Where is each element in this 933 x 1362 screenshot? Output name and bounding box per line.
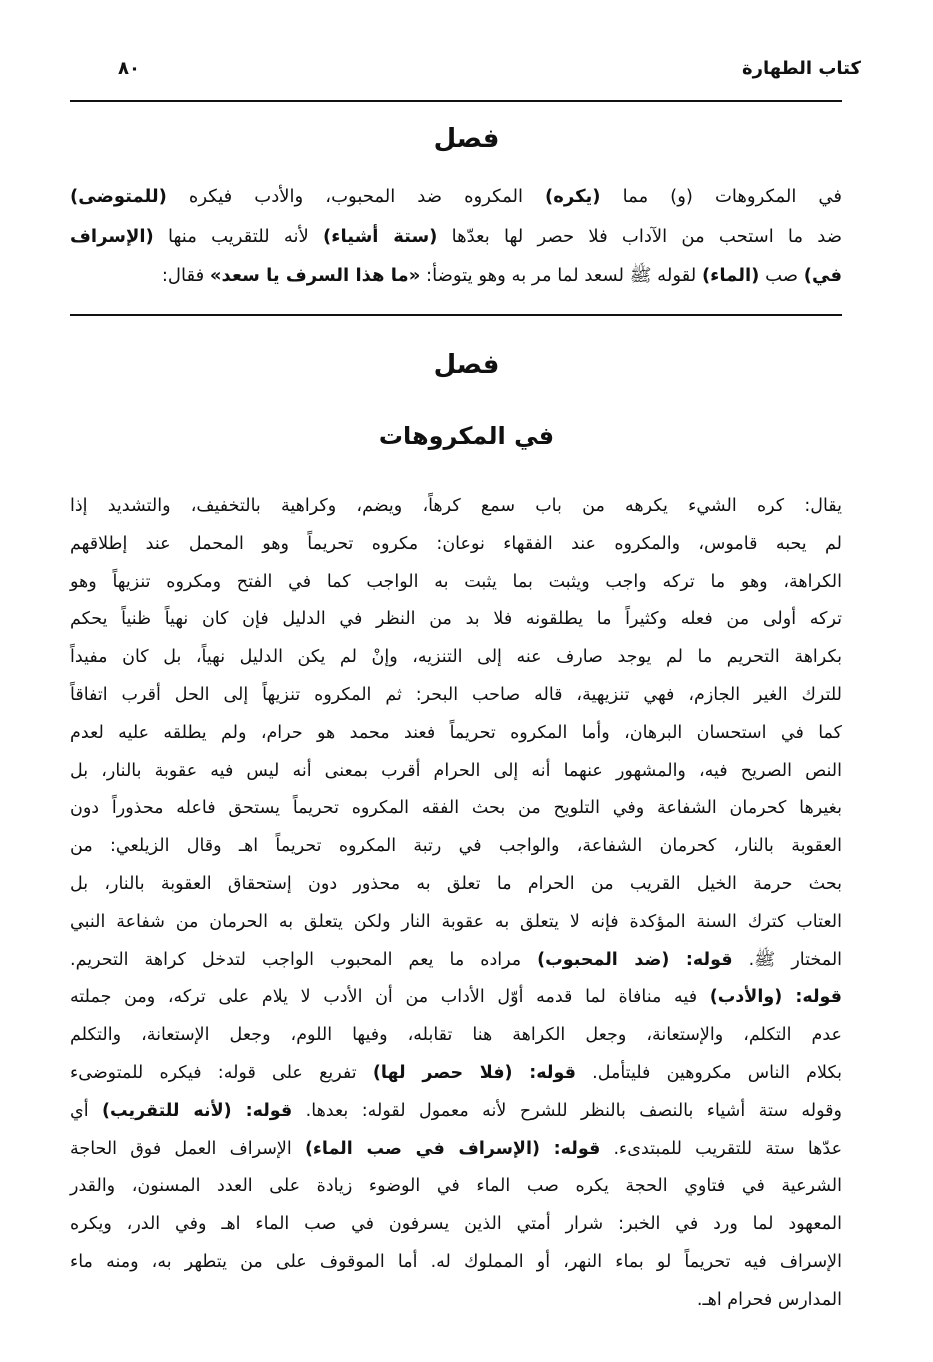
text-line xyxy=(70,753,842,791)
bold-text-segment: «ما هذا السرف يا سعد» xyxy=(209,265,421,286)
bold-text-segment: قوله: (الإسراف في صب الماء) xyxy=(304,1138,601,1159)
text-segment: بغيرها كحرمان الشفاعة وفي التلويح من بحث الفقه المكروه تحريماً يستحق فاعله محذوراً دون xyxy=(70,798,842,819)
bold-text-segment: (الماء) xyxy=(701,265,760,286)
text-line xyxy=(70,828,842,866)
text-segment: المختار ﷺ. xyxy=(732,949,843,970)
text-segment: العتاب كترك السنة المؤكدة فإنه لا يتعلق به عقوبة النار ولكن يتعلق به الحرمان من شفاعة النبي xyxy=(70,911,842,932)
text-line xyxy=(70,1244,842,1282)
section-heading: فصل xyxy=(433,124,500,154)
bold-text-segment: قوله: (والأدب) xyxy=(709,987,842,1008)
text-line xyxy=(70,217,842,257)
text-segment: فقال: xyxy=(161,265,210,286)
text-line xyxy=(70,639,842,677)
text-segment: الإسراف العمل فوق الحاجة xyxy=(70,1138,305,1159)
text-line xyxy=(70,177,842,217)
text-segment: عدم التكلم، والإستعانة، وجعل الكراهة هنا تقابله، وفيها اللوم، وجعل الإستعانة، والتكلم xyxy=(70,1025,842,1046)
text-segment: ضد ما استحب من الآداب فلا حصر لها بعدّها xyxy=(437,225,842,247)
text-line xyxy=(70,979,842,1017)
text-line xyxy=(70,942,842,980)
section-rule xyxy=(70,314,842,316)
section-heading: فصل xyxy=(433,350,500,380)
bold-text-segment: قوله: (ضد المحبوب) xyxy=(537,949,733,970)
text-line xyxy=(70,1093,842,1131)
text-segment: يقال: كره الشيء يكرهه من باب سمع كرهاً، ويضم، وكراهية بالتخفيف، والتشديد إذا xyxy=(70,496,842,516)
text-segment: الكراهة، وهو ما تركه واجب ويثبت بما يثبت به الواجب كما في الفتح ومكروه تنزيهاً وهو xyxy=(70,571,842,592)
running-header-title: كتاب الطهارة xyxy=(741,58,861,79)
text-segment: المعهود لما ورد في الخبر: شرار أمتي الذين يسرفون في صب الماء اهـ وفي الدر، ويكره xyxy=(70,1214,842,1235)
section-subheading: في المكروهات xyxy=(378,422,555,450)
text-line xyxy=(70,526,842,564)
text-segment: تركه أولى من فعله وكثيراً ما يطلقونه فلا بد من النظر في الدليل فإن كان نهياً ظنياً يحكم xyxy=(70,609,842,630)
text-line xyxy=(70,677,842,715)
text-line xyxy=(70,488,842,526)
text-line xyxy=(70,1282,842,1320)
text-line xyxy=(70,790,842,828)
text-line xyxy=(70,1168,842,1206)
text-line xyxy=(70,1017,842,1055)
bold-text-segment: (الإسراف xyxy=(70,225,154,247)
commentary-paragraph xyxy=(70,488,842,1320)
text-segment: وقوله ستة أشياء بالنصف بالنظر للشرح لأنه معمول لقوله: بعدها. xyxy=(292,1100,842,1121)
text-line xyxy=(70,256,842,296)
text-segment: فيه منافاة لما قدمه أوّل الأداب من أن الأدب لا يلام على تركه، ومن جملته xyxy=(70,987,710,1008)
text-segment: بكراهة التحريم ما لم يوجد صارف عنه إلى التنزيه، وإنْ لم يكن الدليل نهياً، بل كان مفيداً xyxy=(70,647,842,668)
bold-text-segment: قوله: (لأنه للتقريب) xyxy=(102,1100,293,1121)
text-line xyxy=(70,715,842,753)
text-segment: لقوله ﷺ لسعد لما مر به وهو يتوضأ: xyxy=(420,265,702,286)
text-line xyxy=(70,601,842,639)
text-segment: لم يحبه قاموس، والمكروه عند الفقهاء نوعان: مكروه تحريماً وهو المحمل عند إطلاقهم xyxy=(70,533,842,554)
text-segment: لأنه للتقريب منها xyxy=(153,225,324,247)
text-segment: للترك الغير الجازم، فهي تنزيهية، قاله صاحب البحر: ثم المكروه تنزيهاً إلى الحل أقرب اتفاقاً xyxy=(70,684,842,705)
text-segment: الشرعية في فتاوي الحجة يكره صب الماء في الوضوء زيادة على العدد المسنون، والقدر xyxy=(70,1176,842,1197)
text-segment: بحث حرمة الخيل القريب من الحرام ما تعلق به محذور دون إستحقاق العقوبة بالنار، بل xyxy=(70,873,842,894)
text-segment: بكلام الناس مكروهين فليتأمل. xyxy=(575,1062,842,1083)
text-segment: مراده ما يعم المحبوب الواجب لتدخل كراهة التحريم. xyxy=(70,949,538,970)
header-rule xyxy=(70,100,842,102)
page-number: ٨٠ xyxy=(118,58,140,79)
text-segment: في المكروهات (و) مما xyxy=(600,186,842,207)
text-line xyxy=(70,904,842,942)
text-segment: كما في استحسان البرهان، وأما المكروه تحريماً فعند محمد هو حرام، ولم يطلقه عليه لعدم xyxy=(70,722,842,743)
text-line xyxy=(70,866,842,904)
bold-text-segment: (يكره) xyxy=(545,186,601,207)
text-segment: تفريع على قوله: فيكره للمتوضىء xyxy=(70,1062,373,1083)
text-segment: المكروه ضد المحبوب، والأدب فيكره xyxy=(166,186,546,207)
text-segment: النص الصريح فيه، والمشهور عنهما أنه إلى الحرام أقرب بمعنى أنه ليس فيه عقوبة بالنار، بل xyxy=(70,760,842,781)
text-segment: أي xyxy=(70,1100,103,1121)
text-line xyxy=(70,1131,842,1169)
matn-paragraph xyxy=(70,177,842,296)
text-line xyxy=(70,1206,842,1244)
bold-text-segment: قوله: (فلا حصر لها) xyxy=(372,1062,576,1083)
text-segment: عدّها ستة للتقريب للمبتدىء. xyxy=(600,1138,843,1159)
text-segment: المدارس فحرام اهـ. xyxy=(696,1289,842,1310)
text-line xyxy=(70,564,842,602)
text-segment: صب xyxy=(759,265,804,286)
bold-text-segment: في) xyxy=(803,265,842,286)
bold-text-segment: (ستة أشياء) xyxy=(323,225,438,247)
bold-text-segment: (للمتوضى) xyxy=(70,186,167,207)
text-line xyxy=(70,1055,842,1093)
text-segment: الإسراف فيه تحريماً لو بماء النهر، أو المملوك له. أما الموقوف على من يتطهر به، ومنه ماء xyxy=(70,1251,842,1272)
text-segment: العقوبة بالنار، كحرمان الشفاعة، والواجب في رتبة المكروه تحريماً اهـ وقال الزيلعي: من xyxy=(70,836,842,857)
